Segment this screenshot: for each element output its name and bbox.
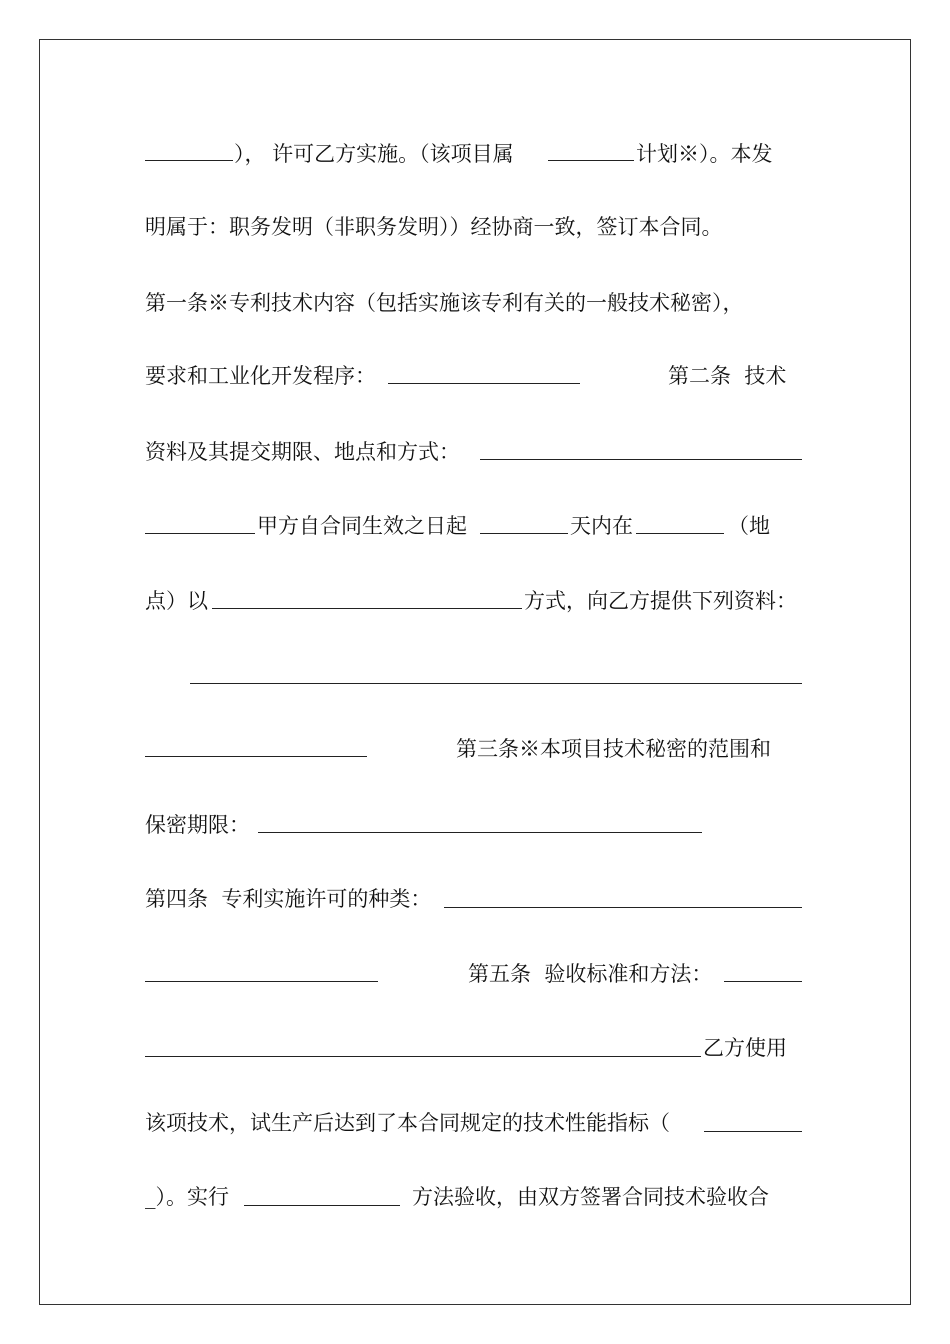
blank-field xyxy=(636,533,724,534)
blank-field xyxy=(444,907,802,908)
blank-field xyxy=(480,533,568,534)
text-line: 方式，向乙方提供下列资料： xyxy=(524,589,797,613)
text-line: 保密期限： xyxy=(145,813,250,837)
blank-field xyxy=(145,533,255,534)
blank-field xyxy=(258,832,702,833)
blank-field xyxy=(704,1131,802,1132)
blank-field xyxy=(190,683,802,684)
blank-field xyxy=(388,383,580,384)
text-line: 要求和工业化开发程序： xyxy=(145,364,376,388)
text-line: 第五条 验收标准和方法： xyxy=(468,962,713,986)
text-line: 资料及其提交期限、地点和方式： xyxy=(145,440,460,464)
text-line: 方法验收，由双方签署合同技术验收合 xyxy=(412,1185,769,1209)
text-line: 该项技术，试生产后达到了本合同规定的技术性能指标（ xyxy=(145,1111,670,1135)
text-line: 第三条※本项目技术秘密的范围和 xyxy=(456,737,771,761)
text-line: 天内在 xyxy=(570,514,633,538)
text-line: （地 xyxy=(728,514,770,538)
text-line: 第二条 技术 xyxy=(668,364,787,388)
text-line: 明属于：职务发明（非职务发明））经协商一致，签订本合同。 xyxy=(145,215,723,239)
blank-field xyxy=(145,160,233,161)
blank-field xyxy=(724,981,802,982)
text-line: ）， 许可乙方实施。（该项目属 xyxy=(234,142,514,166)
text-line: _）。实行 xyxy=(145,1185,229,1209)
blank-field xyxy=(212,608,522,609)
text-line: 点）以 xyxy=(145,589,208,613)
blank-field xyxy=(244,1205,400,1206)
blank-field xyxy=(145,1056,701,1057)
blank-field xyxy=(548,160,634,161)
text-line: 第四条 专利实施许可的种类： xyxy=(145,887,432,911)
blank-field xyxy=(480,459,802,460)
text-line: 甲方自合同生效之日起 xyxy=(257,514,467,538)
text-line: 乙方使用 xyxy=(703,1036,787,1060)
blank-field xyxy=(145,756,367,757)
blank-field xyxy=(145,981,378,982)
text-line: 计划※）。本发 xyxy=(636,142,773,166)
text-line: 第一条※专利技术内容（包括实施该专利有关的一般技术秘密）， xyxy=(145,291,744,315)
